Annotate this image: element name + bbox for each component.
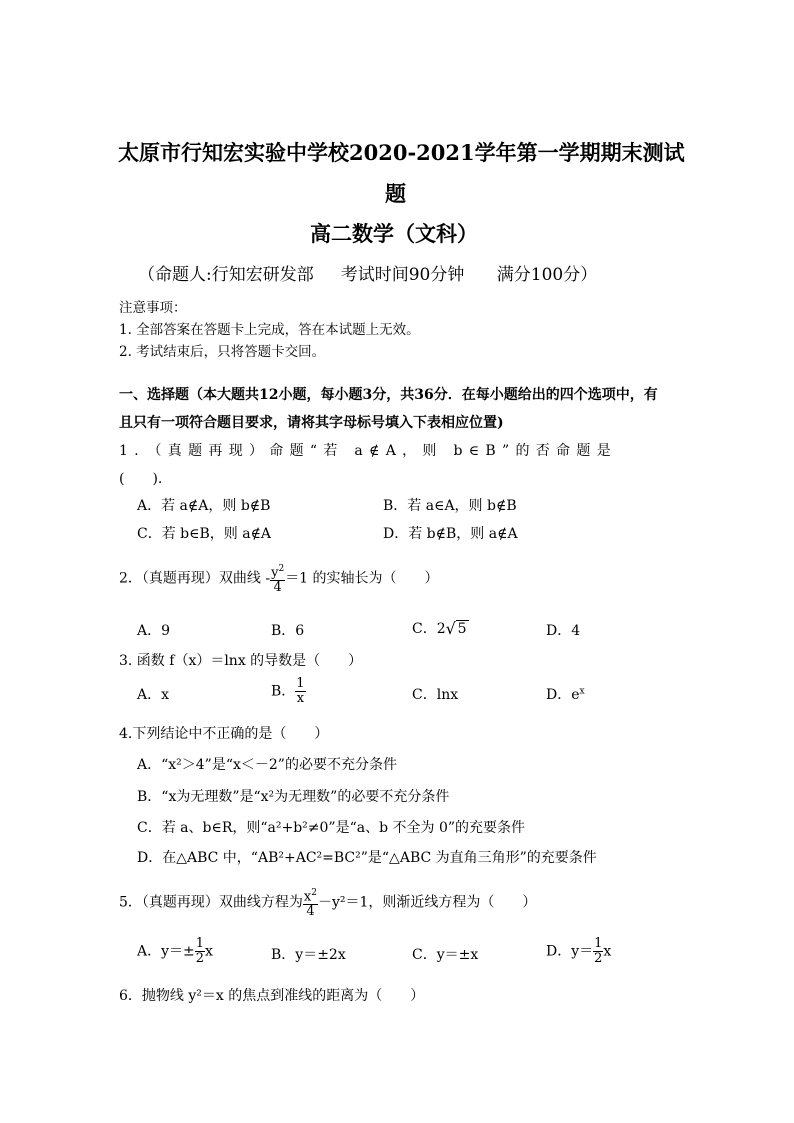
q5-stem <box>119 886 536 919</box>
subject-title: 高二数学（文科） <box>310 221 478 246</box>
q3-option-d-label: D．e <box>546 687 580 703</box>
q5-d-num: 1 <box>594 936 603 951</box>
notes-heading: 注意事项： <box>119 300 187 316</box>
q4-stem: 4.下列结论中不正确的是（ ） <box>119 726 329 742</box>
q5-a-num: 1 <box>195 936 205 951</box>
q5-d-den: 2 <box>594 951 603 966</box>
q2-frac-sup: 2 <box>278 564 285 574</box>
q2-frac-num: y <box>271 565 279 581</box>
sqrt-symbol: √ 5 <box>445 619 467 638</box>
section-heading: 一、选择题（本大题共12小题，每小题3分，共36分．在每小题给出的四个选项中，有 <box>119 387 658 403</box>
q2-option-d: D．4 <box>546 623 581 639</box>
q1-option-a: A．若 a∉A，则 b∉B <box>137 498 271 514</box>
q2-stem <box>119 562 439 595</box>
q5-option-a-prefix: A．y＝± <box>137 943 195 960</box>
q5-option-d-prefix: D．y＝ <box>546 943 594 960</box>
q5-frac-num: x <box>303 889 312 905</box>
q1-stem-cont: ( ). <box>119 471 163 487</box>
q3-option-a: A．x <box>137 687 170 703</box>
q2-option-c <box>412 618 469 638</box>
q4-option-c: C．若 a、b∈R，则“a²+b²≠0”是“a、b 不全为 0”的充要条件 <box>137 820 526 836</box>
note-item: 2. 考试结束后，只将答题卡交回。 <box>119 344 326 360</box>
q5-a-den: 2 <box>195 951 205 966</box>
q6-stem: 6．抛物线 y²＝x 的焦点到准线的距离为（ ） <box>119 988 425 1004</box>
q3-option-d <box>546 684 585 704</box>
q1-option-c: C．若 b∈B，则 a∉A <box>137 526 272 542</box>
q1-option-d: D．若 b∉B，则 a∉A <box>383 526 518 542</box>
q5-option-d-suffix: x <box>603 943 612 960</box>
q4-option-b: B．“x为无理数”是“x²为无理数”的必要不充分条件 <box>137 789 450 805</box>
q2-prefix: 2．（真题再现）双曲线 - <box>119 570 271 587</box>
q2-option-b: B．6 <box>271 623 305 639</box>
q2-option-a: A．9 <box>137 623 171 639</box>
q3-stem: 3. 函数 f（x）＝lnx 的导数是（ ） <box>119 653 363 669</box>
q5-option-a <box>137 937 213 966</box>
q5-option-d-fraction <box>593 937 603 966</box>
q5-option-d <box>546 937 611 966</box>
exam-info: （命题人:行知宏研发部 考试时间90分钟 满分100分） <box>138 265 598 285</box>
note-item: 1. 全部答案在答题卡上完成，答在本试题上无效。 <box>119 322 420 338</box>
q5-frac-sup: 2 <box>311 888 317 898</box>
q5-frac-den: 4 <box>306 904 315 920</box>
section-heading-cont: 且只有一项符合题目要求，请将其字母标号填入下表相应位置) <box>119 415 504 431</box>
q3-option-b <box>271 677 306 706</box>
q4-option-a: A．“x²＞4”是“x＜－2”的必要不充分条件 <box>137 757 397 773</box>
q3-option-c: C．lnx <box>412 687 459 703</box>
q2-option-c-coef: 2 <box>436 621 446 637</box>
q1-option-b: B．若 a∈A，则 b∉B <box>383 498 517 514</box>
q3-frac-num: 1 <box>296 676 305 691</box>
q3-frac-den: x <box>296 691 305 706</box>
q4-option-d: D．在△ABC 中，“AB²+AC²=BC²”是“△ABC 为直角三角形”的充要条件 <box>137 850 597 866</box>
q5-fraction <box>303 886 318 919</box>
exam-title-continuation: 题 <box>385 181 406 206</box>
q5-option-a-suffix: x <box>205 943 213 960</box>
exam-title: 太原市行知宏实验中学校2020-2021学年第一学期期末测试 <box>118 140 685 165</box>
q5-option-b: B．y＝±2x <box>271 947 346 963</box>
q2-option-c-label: C． <box>412 621 437 637</box>
q5-suffix: －y²＝1，则渐近线方程为（ ） <box>318 894 537 911</box>
q2-fraction <box>270 562 285 595</box>
q2-frac-den: 4 <box>273 580 282 596</box>
q3-option-b-label: B． <box>271 683 296 700</box>
q3-option-d-sup: x <box>579 686 585 697</box>
q3-fraction <box>295 677 305 706</box>
q2-suffix: ＝1 的实轴长为（ ） <box>285 570 439 587</box>
q5-option-a-fraction <box>195 937 205 966</box>
q2-option-c-radicand: 5 <box>457 621 467 637</box>
q5-prefix: 5．（真题再现）双曲线方程为 <box>119 894 303 911</box>
q1-stem: 1．（真题再现）命题“若 a∉A，则 b∈B”的否命题是 <box>119 443 617 459</box>
q5-option-c: C．y＝±x <box>412 947 479 963</box>
